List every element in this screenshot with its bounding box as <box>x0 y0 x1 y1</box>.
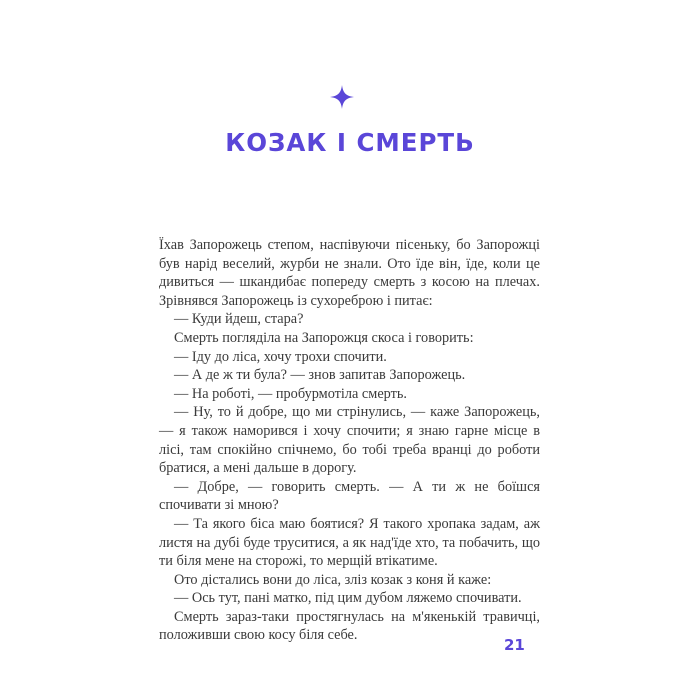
story-text <box>159 236 540 645</box>
chapter-title: КОЗАК І СМЕРТЬ <box>225 128 475 157</box>
paragraph: — Іду до ліса, хочу трохи спочити. <box>174 348 387 365</box>
paragraph: — А де ж ти була? — знов запитав Запорожець. <box>174 367 466 384</box>
paragraph: — Та якого біса маю боятися? Я такого хропака задам, аж листя на дубі буде труситися, а як над'їде хто, та побачить, що ти біля мене на сторожі, то мерщій втікатиме. <box>159 515 540 570</box>
paragraph: — Добре, — говорить смерть. — А ти ж не боїшся спочивати зі мною? <box>159 478 540 514</box>
paragraph: — Ось тут, пані матко, під цим дубом ляжемо спочивати. <box>174 590 522 607</box>
four-point-star-icon <box>330 85 354 109</box>
paragraph: — Куди йдеш, стара? <box>174 311 304 328</box>
paragraph: Смерть зараз-таки простягнулась на м'якенькій травичці, положивши свою косу біля себе. <box>159 608 540 644</box>
paragraph: Ото дістались вони до ліса, зліз козак з коня й каже: <box>174 571 492 588</box>
paragraph: Смерть погляділа на Запорожця скоса і говорить: <box>174 329 474 346</box>
paragraph: Їхав Запорожець степом, наспівуючи пісеньку, бо Запорожці був нарід веселий, журби не знали. Ото їде він, їде, коли це дивиться — шкандибає попереду смерть з косою на плечах. Зрівнявся Запорожець із сухореброю і питає: <box>159 237 540 309</box>
paragraph: — Ну, то й добре, що ми стрінулись, — каже Запорожець, — я також наморився і хочу спочити; я знаю гарне місце в лісі, там спокійно спічнемо, бо тобі треба вранці до роботи братися, а мені дальше в дорогу. <box>159 404 540 477</box>
page-number: 21 <box>504 636 525 654</box>
paragraph: — На роботі, — пробурмотіла смерть. <box>174 385 407 402</box>
